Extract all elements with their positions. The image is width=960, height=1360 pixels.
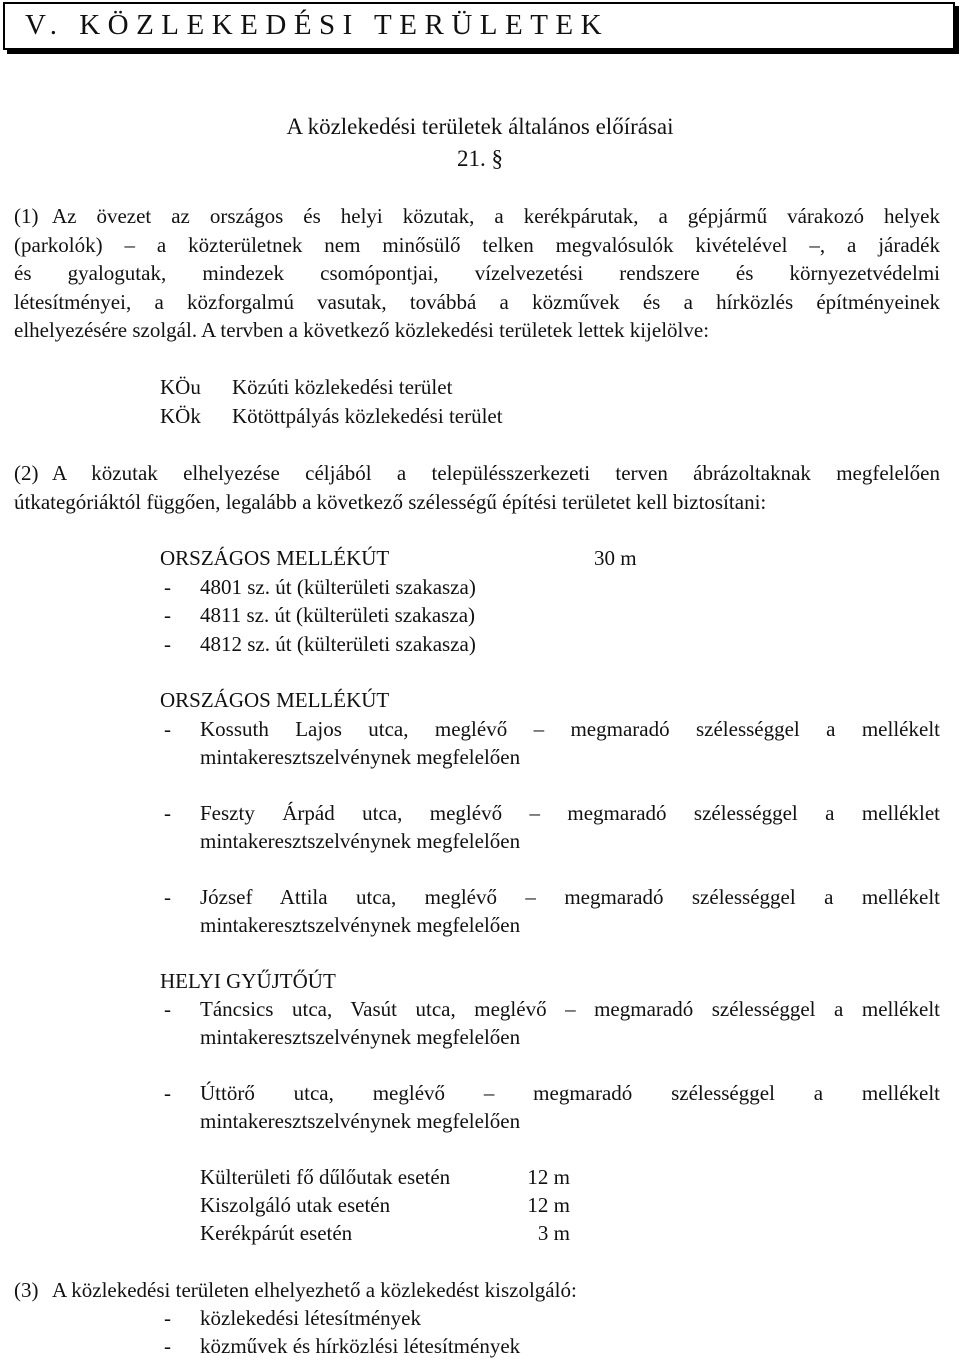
zone-code: KÖk bbox=[160, 404, 201, 428]
list-dash: - bbox=[164, 885, 171, 909]
list-item: 4801 sz. út (külterületi szakasza) bbox=[200, 575, 476, 599]
list-item: 4812 sz. út (külterületi szakasza) bbox=[200, 632, 476, 656]
list-item-line: Kossuth Lajos utca, meglévő – megmaradó szélességgel a mellékelt bbox=[200, 717, 940, 741]
list-dash: - bbox=[164, 575, 171, 599]
list-dash: - bbox=[164, 1081, 171, 1105]
list-dash: - bbox=[164, 717, 171, 741]
list-item-line: mintakeresztszelvénynek megfelelően bbox=[200, 1109, 521, 1133]
paragraph-3-number: (3) bbox=[14, 1278, 39, 1302]
road-category-heading: HELYI GYŰJTŐÚT bbox=[160, 969, 336, 993]
list-item-line: mintakeresztszelvénynek megfelelően bbox=[200, 1025, 521, 1049]
road-width: 30 m bbox=[594, 546, 637, 570]
list-dash: - bbox=[164, 997, 171, 1021]
paragraph-2-number: (2) bbox=[14, 461, 39, 485]
paragraph-1-line: létesítményei, a közforgalmú vasutak, továbbá a közművek és a hírközlés építményeinek bbox=[14, 290, 940, 314]
chapter-title-box bbox=[3, 2, 955, 50]
chapter-title: V. KÖZLEKEDÉSI TERÜLETEK bbox=[25, 9, 610, 41]
list-item-line: Feszty Árpád utca, meglévő – megmaradó szélességgel a melléklet bbox=[200, 801, 940, 825]
paragraph-1-number: (1) bbox=[14, 204, 39, 228]
paragraph-1-line: és gyalogutak, mindezek csomópontjai, vízelvezetési rendszere és környezetvédelmi bbox=[14, 261, 940, 285]
section-subtitle: A közlekedési területek általános előírásai bbox=[286, 114, 674, 139]
list-dash: - bbox=[164, 603, 171, 627]
width-value: 3 m bbox=[537, 1221, 570, 1245]
paragraph-2-line: A közutak elhelyezése céljából a településszerkezeti terven ábrázoltaknak megfelelően bbox=[52, 461, 940, 485]
list-dash: - bbox=[164, 1334, 171, 1358]
width-value: 12 m bbox=[527, 1165, 570, 1189]
list-item-line: mintakeresztszelvénynek megfelelően bbox=[200, 829, 521, 853]
list-item-line: mintakeresztszelvénynek megfelelően bbox=[200, 745, 521, 769]
list-item-line: József Attila utca, meglévő – megmaradó szélességgel a mellékelt bbox=[200, 885, 940, 909]
road-category-heading: ORSZÁGOS MELLÉKÚT bbox=[160, 546, 390, 570]
list-item: 4811 sz. út (külterületi szakasza) bbox=[200, 603, 476, 627]
road-category-heading: ORSZÁGOS MELLÉKÚT bbox=[160, 688, 390, 712]
width-label: Külterületi fő dűlőutak esetén bbox=[200, 1165, 451, 1189]
width-value: 12 m bbox=[527, 1193, 570, 1217]
paragraph-1-line: (parkolók) – a közterületnek nem minősülő telken megvalósulók kivételével –, a járadék bbox=[14, 233, 940, 257]
list-item: közművek és hírközlési létesítmények bbox=[200, 1334, 521, 1358]
zone-description: Közúti közlekedési terület bbox=[232, 375, 453, 399]
width-label: Kerékpárút esetén bbox=[200, 1221, 353, 1245]
list-item-line: Úttörő utca, meglévő – megmaradó szélességgel a mellékelt bbox=[200, 1081, 940, 1105]
width-label: Kiszolgáló utak esetén bbox=[200, 1193, 391, 1217]
list-item: közlekedési létesítmények bbox=[200, 1306, 422, 1330]
list-dash: - bbox=[164, 1306, 171, 1330]
section-number: 21. § bbox=[457, 146, 503, 171]
paragraph-3-text: A közlekedési területen elhelyezhető a közlekedést kiszolgáló: bbox=[52, 1278, 577, 1302]
zone-code: KÖu bbox=[160, 375, 201, 399]
zone-description: Kötöttpályás közlekedési terület bbox=[232, 404, 503, 428]
list-item-line: Táncsics utca, Vasút utca, meglévő – megmaradó szélességgel a mellékelt bbox=[200, 997, 940, 1021]
paragraph-1-line: Az övezet az országos és helyi közutak, a kerékpárutak, a gépjármű várakozó helyek bbox=[52, 204, 940, 228]
paragraph-2-line: útkategóriáktól függően, legalább a következő szélességű építési területet kell biztosítani: bbox=[14, 490, 767, 514]
list-item-line: mintakeresztszelvénynek megfelelően bbox=[200, 913, 521, 937]
paragraph-1-line: elhelyezésére szolgál. A tervben a következő közlekedési területek lettek kijelölve: bbox=[14, 318, 710, 342]
list-dash: - bbox=[164, 801, 171, 825]
list-dash: - bbox=[164, 632, 171, 656]
